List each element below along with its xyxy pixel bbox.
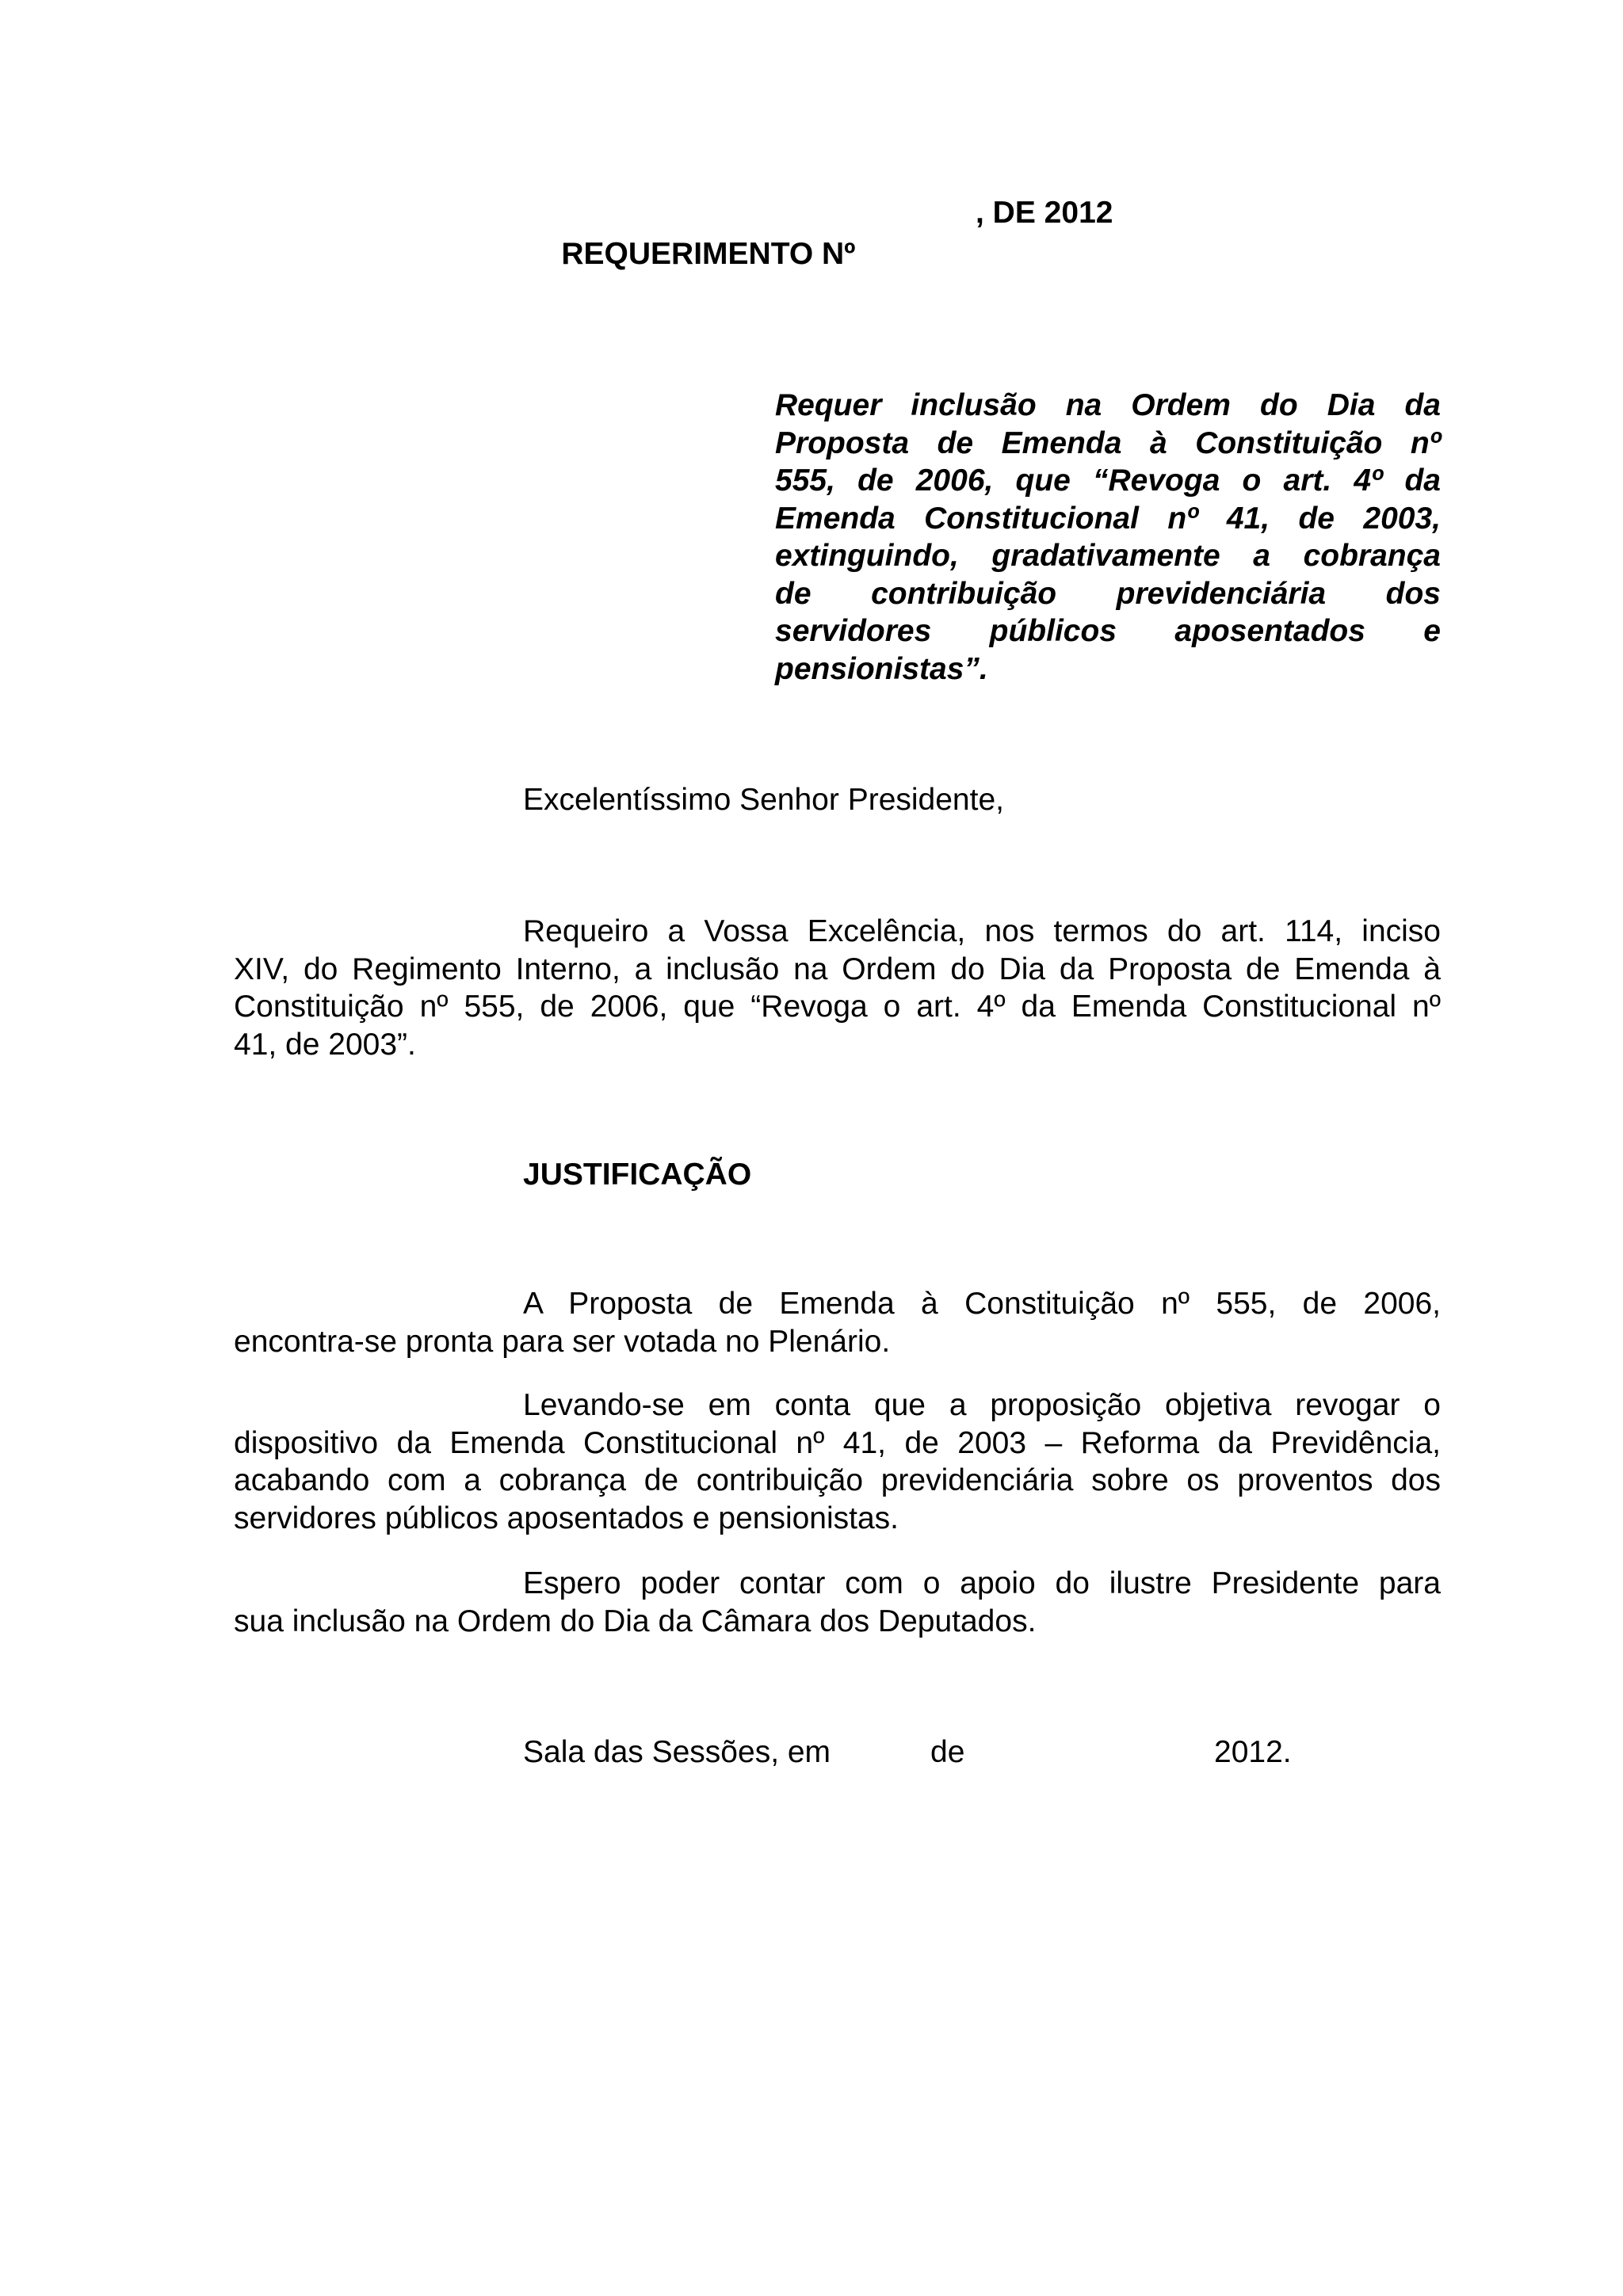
justification-paragraph [234,1386,1441,1537]
justification-paragraph [234,1285,1441,1360]
paragraph-line: A Proposta de Emenda à Constituição nº 555, de 2006, [523,1287,1441,1321]
paragraph-line: sua inclusão na Ordem do Dia da Câmara dos Deputados. [234,1604,1037,1638]
ementa-line: de contribuição previdenciária dos [775,576,1441,611]
signoff-de: de [930,1735,965,1769]
paragraph-line: 41, de 2003”. [234,1027,416,1062]
paragraph-line: acabando com a cobrança de contribuição previdenciária sobre os proventos dos [234,1463,1441,1497]
ementa-line: pensionistas”. [775,651,988,686]
title-label: REQUERIMENTO Nº [561,237,856,271]
signoff-line [523,1733,1395,1771]
ementa-line: Requer inclusão na Ordem do Dia da [775,388,1441,422]
greeting: Excelentíssimo Senhor Presidente, [523,783,1004,817]
paragraph-line: Requeiro a Vossa Excelência, nos termos do art. 114, inciso [523,914,1441,948]
ementa-line: servidores públicos aposentados e [775,614,1441,648]
ementa-line: 555, de 2006, que “Revoga o art. 4º da [775,463,1441,498]
justification-heading: JUSTIFICAÇÃO [523,1158,752,1192]
request-paragraph [234,913,1441,1063]
signoff-year: 2012. [1214,1735,1292,1769]
justification-paragraph [234,1565,1441,1640]
paragraph-line: XIV, do Regimento Interno, a inclusão na Ordem do Dia da Proposta de Emenda à [234,952,1441,986]
paragraph-line: encontra-se pronta para ser votada no Plenário. [234,1324,891,1359]
paragraph-line: dispositivo da Emenda Constitucional nº 41, de 2003 – Reforma da Previdência, [234,1425,1441,1460]
paragraph-line: Levando-se em conta que a proposição objetiva revogar o [523,1388,1441,1422]
title-date: , DE 2012 [976,196,1113,230]
paragraph-line: Constituição nº 555, de 2006, que “Revoga o art. 4º da Emenda Constitucional nº [234,990,1441,1024]
ementa-line: Emenda Constitucional nº 41, de 2003, [775,501,1441,536]
paragraph-line: servidores públicos aposentados e pensionistas. [234,1501,899,1535]
ementa-summary [775,387,1441,688]
paragraph-line: Espero poder contar com o apoio do ilustre Presidente para [523,1566,1441,1600]
ementa-line: extinguindo, gradativamente a cobrança [775,539,1441,573]
signoff-place: Sala das Sessões, em [523,1735,831,1769]
ementa-line: Proposta de Emenda à Constituição nº [775,425,1441,460]
document-title [527,193,1113,357]
